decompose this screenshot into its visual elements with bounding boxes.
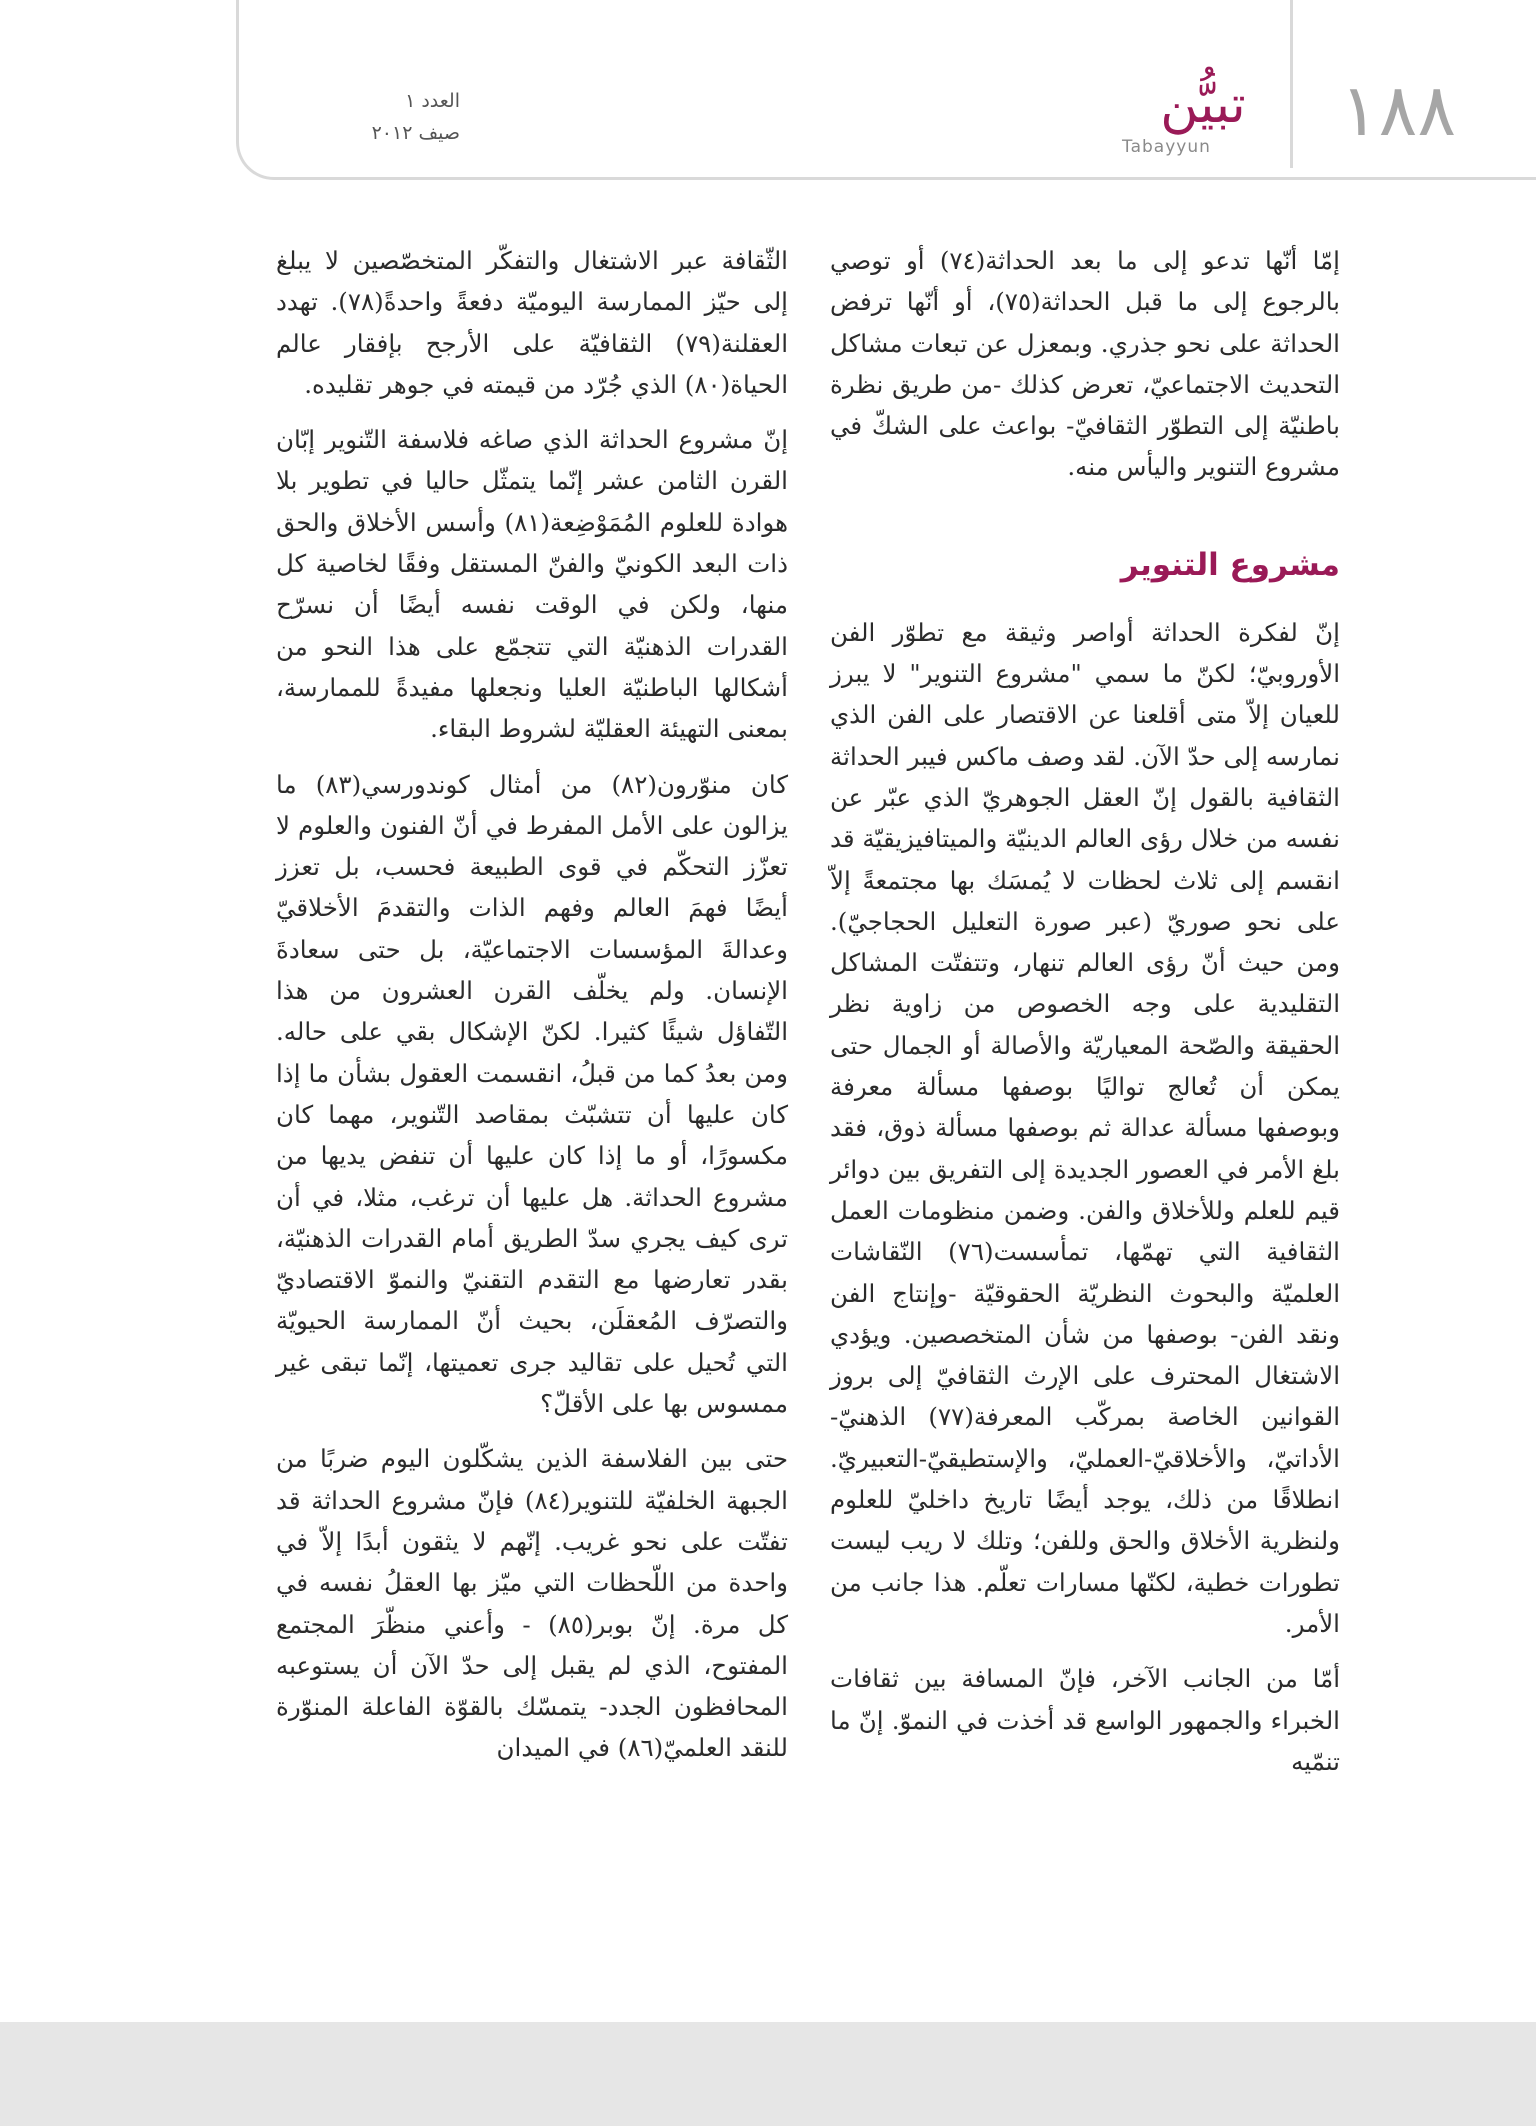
header-divider [1290, 0, 1293, 168]
paragraph: إمّا أنّها تدعو إلى ما بعد الحداثة(٧٤) أو توصي بالرجوع إلى ما قبل الحداثة(٧٥)، أو أنّها ترفض الحداثة على نحو جذري. وبمعزل عن تبعات مشاكل التحديث الاجتماعيّ، تعرض كذلك -من طريق نظرة باطنيّة إلى التطوّر الثقافيّ- بواعث على الشكّ في مشروع التنوير واليأس منه. [830, 246, 1340, 482]
logo-arabic: تبيُّن [1160, 75, 1246, 135]
logo-latin: Tabayyun [1122, 137, 1211, 157]
issue-label: العدد ١ [405, 90, 460, 112]
magazine-logo [1118, 74, 1288, 164]
page-number: ١٨٨ [1339, 68, 1456, 152]
issue-info [260, 86, 460, 156]
footer-band [0, 2022, 1536, 2126]
paragraph: حتى بين الفلاسفة الذين يشكّلون اليوم ضربًا من الجبهة الخلفيّة للتنوير(٨٤) فإنّ مشروع الحداثة قد تفتّت على نحو غريب. إنّهم لا يثقون أبدًا إلاّ في واحدة من اللّحظات التي ميّز بها العقلُ نفسه في كل مرة. إنّ بوبر(٨٥) - وأعني منظّرَ المجتمع المفتوح، الذي لم يقبل إلى حدّ الآن أن يستوعبه المحافظون الجدد- يتمسّك بالقوّة الفاعلة المنوّرة للنقد العلميّ(٨٦) في الميدان [276, 1444, 788, 1763]
left-column [276, 240, 788, 1783]
paragraph: إنّ مشروع الحداثة الذي صاغه فلاسفة التّنوير إبّان القرن الثامن عشر إنّما يتمثّل حاليا في تطوير بلا هوادة للعلوم المُمَوْضِعة(٨١) وأسس الأخلاق والحق ذات البعد الكونيّ والفنّ المستقل وفقًا لخاصية كل منها، ولكن في الوقت نفسه أيضًا أن نسرّح القدرات الذهنيّة التي تتجمّع على هذا النحو من أشكالها الباطنيّة العليا ونجعلها مفيدةً للممارسة، بمعنى التهيئة العقليّة لشروط البقاء. [276, 425, 788, 744]
paragraph: أمّا من الجانب الآخر، فإنّ المسافة بين ثقافات الخبراء والجمهور الواسع قد أخذت في النموّ. إنّ ما تنمّيه [830, 1664, 1340, 1776]
section-heading: مشروع التنوير [1120, 546, 1340, 583]
right-column [830, 240, 1340, 1796]
issue-date: صيف ٢٠١٢ [371, 122, 460, 144]
paragraph: كان منوّرون(٨٢) من أمثال كوندورسي(٨٣) ما يزالون على الأمل المفرط في أنّ الفنون والعلوم لا تعزّز التحكّم في قوى الطبيعة فحسب، بل تعزز أيضًا فهمَ العالم وفهم الذات والتقدمَ الأخلاقيّ وعدالةَ المؤسسات الاجتماعيّة، بل حتى سعادةَ الإنسان. ولم يخلّف القرن العشرون من هذا التّفاؤل شيئًا كثيرا. لكنّ الإشكال بقي على حاله. ومن بعدُ كما من قبلُ، انقسمت العقول بشأن ما إذا كان عليها أن تتشبّث بمقاصد التّنوير، مهما كان مكسورًا، أو ما إذا كان عليها أن تنفض يديها من مشروع الحداثة. هل عليها أن ترغب، مثلا، في أن ترى كيف يجري سدّ الطريق أمام القدرات الذهنيّة، بقدر تعارضها مع التقدم التقنيّ والنموّ الاقتصاديّ والتصرّف المُعقلَن، بحيث أنّ الممارسة الحيويّة التي تُحيل على تقاليد جرى تعميتها، إنّما تبقى غير ممسوس بها على الأقلّ؟ [276, 769, 788, 1419]
paragraph: إنّ لفكرة الحداثة أواصر وثيقة مع تطوّر الفن الأوروبيّ؛ لكنّ ما سمي "مشروع التنوير" لا يبرز للعيان إلاّ متى أقلعنا عن الاقتصار على الفن الذي نمارسه إلى حدّ الآن. لقد وصف ماكس فيبر الحداثة الثقافية بالقول إنّ العقل الجوهريّ الذي عبّر عن نفسه من خلال رؤى العالم الدينيّة والميتافيزيقيّة قد انقسم إلى ثلاث لحظات لا يُمسَك بها مجتمعةً إلاّ على نحو صوريّ (عبر صورة التعليل الحجاجيّ). ومن حيث أنّ رؤى العالم تنهار، وتتفتّت المشاكل التقليدية على وجه الخصوص من زاوية نظر الحقيقة والصّحة المعياريّة والأصالة أو الجمال حتى يمكن أن تُعالج تواليًا بوصفها مسألة معرفة وبوصفها مسألة عدالة ثم بوصفها مسألة ذوق، فقد بلغ الأمر في العصور الجديدة إلى التفريق بين دوائر قيم للعلم وللأخلاق والفن. وضمن منظومات العمل الثقافية التي تهمّها، تمأسست(٧٦) النّقاشات العلميّة والبحوث النظريّة الحقوقيّة -وإنتاج الفن ونقد الفن- بوصفها من شأن المتخصصين. ويؤدي الاشتغال المحترف على الإرث الثقافيّ إلى بروز القوانين الخاصة بمركّب المعرفة(٧٧) الذهنيّ-الأداتيّ، والأخلاقيّ-العمليّ، والإستطيقيّ-التعبيريّ. انطلاقًا من ذلك، يوجد أيضًا تاريخ داخليّ للعلوم ولنظرية الأخلاق والحق وللفن؛ وتلك لا ريب ليست تطورات خطية، لكنّها مسارات تعلّم. هذا جانب من الأمر. [830, 617, 1340, 1638]
paragraph: الثّقافة عبر الاشتغال والتفكّر المتخصّصين لا يبلغ إلى حيّز الممارسة اليوميّة دفعةً واحدةً(٧٨). تهدد العقلنة(٧٩) الثقافيّة على الأرجح بإفقار عالم الحياة(٨٠) الذي جُرّد من قيمته في جوهر تقليده. [276, 246, 788, 399]
